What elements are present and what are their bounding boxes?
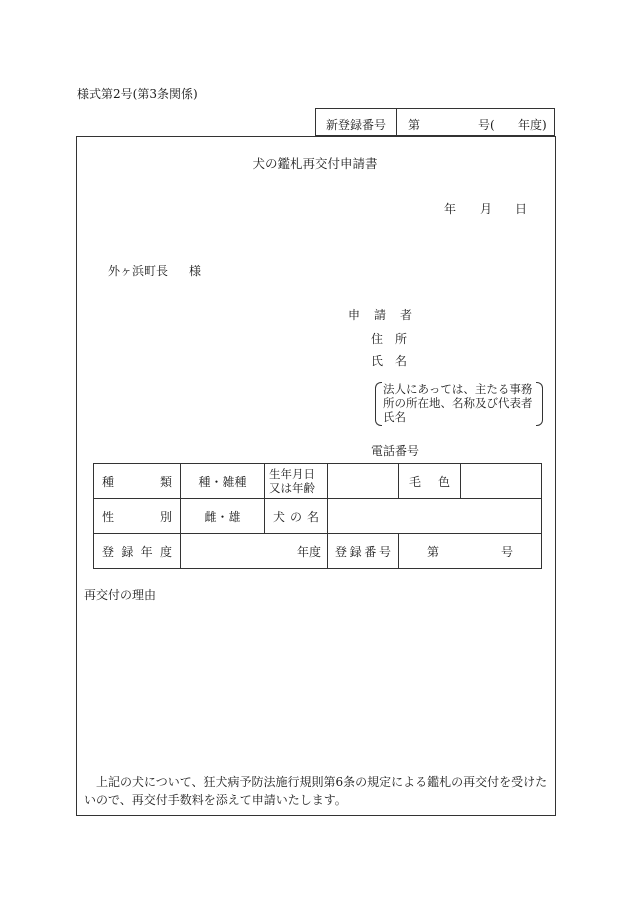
- applicant-heading: 申 請 者: [348, 308, 412, 322]
- birthdate-value-cell[interactable]: [328, 464, 399, 499]
- applicant-address-label[interactable]: 住 所: [371, 332, 407, 346]
- dog-name-label-cell: 犬 の 名: [265, 499, 328, 534]
- sex-label-cell: 性 別: [94, 499, 181, 534]
- registration-prefix: 第: [408, 118, 421, 132]
- registration-year-label-cell: 登 録 年 度: [94, 534, 181, 569]
- addressee-honorific: 様: [189, 264, 202, 278]
- kind-value-cell[interactable]: 種・雑種: [181, 464, 265, 499]
- coat-color-label-cell: 毛 色: [399, 464, 461, 499]
- birthdate-label-cell: 生年月日 又は年齢: [265, 464, 328, 499]
- form-number-label: 様式第2号(第3条関係): [77, 87, 198, 101]
- dog-info-table: [93, 463, 542, 569]
- date-day[interactable]: 日: [515, 202, 528, 216]
- document-title: 犬の鑑札再交付申請書: [252, 156, 378, 171]
- sex-value-cell[interactable]: 雌・雄: [181, 499, 265, 534]
- phone-number-label[interactable]: 電話番号: [371, 444, 420, 458]
- addressee-name: 外ヶ浜町長: [108, 264, 169, 278]
- kind-label-cell: 種 類: [94, 464, 181, 499]
- registration-year-value-cell[interactable]: 年度: [181, 534, 328, 569]
- note-right-bracket: [536, 382, 543, 426]
- registration-number-label-cell: 登 録 番 号: [328, 534, 399, 569]
- reg-box-divider: [396, 109, 397, 135]
- note-left-bracket: [375, 382, 382, 426]
- registration-number-value-cell[interactable]: 第 号: [399, 534, 542, 569]
- application-statement: 上記の犬について、狂犬病予防法施行規則第6条の規定による鑑札の再交付を受けたいので、再交付手数料を添えて申請いたします。: [84, 775, 548, 807]
- new-registration-label: 新登録番号: [326, 118, 387, 132]
- dog-name-value-cell[interactable]: [328, 499, 542, 534]
- date-month[interactable]: 月: [480, 202, 493, 216]
- corporation-note: [375, 382, 543, 426]
- applicant-name-label[interactable]: 氏 名: [371, 354, 407, 368]
- registration-suffix: 号(: [478, 118, 495, 132]
- table-row: [94, 464, 542, 499]
- date-year[interactable]: 年: [444, 202, 457, 216]
- new-registration-number-box: [315, 108, 555, 136]
- reissue-reason-label: 再交付の理由: [84, 588, 157, 602]
- table-row: [94, 534, 542, 569]
- registration-year-suffix: 年度): [518, 118, 547, 132]
- note-text: 法人にあっては、主たる事務 所の所在地、名称及び代表者 氏名: [383, 382, 533, 424]
- reissue-reason-area[interactable]: [84, 606, 544, 756]
- coat-color-value-cell[interactable]: [461, 464, 542, 499]
- table-row: [94, 499, 542, 534]
